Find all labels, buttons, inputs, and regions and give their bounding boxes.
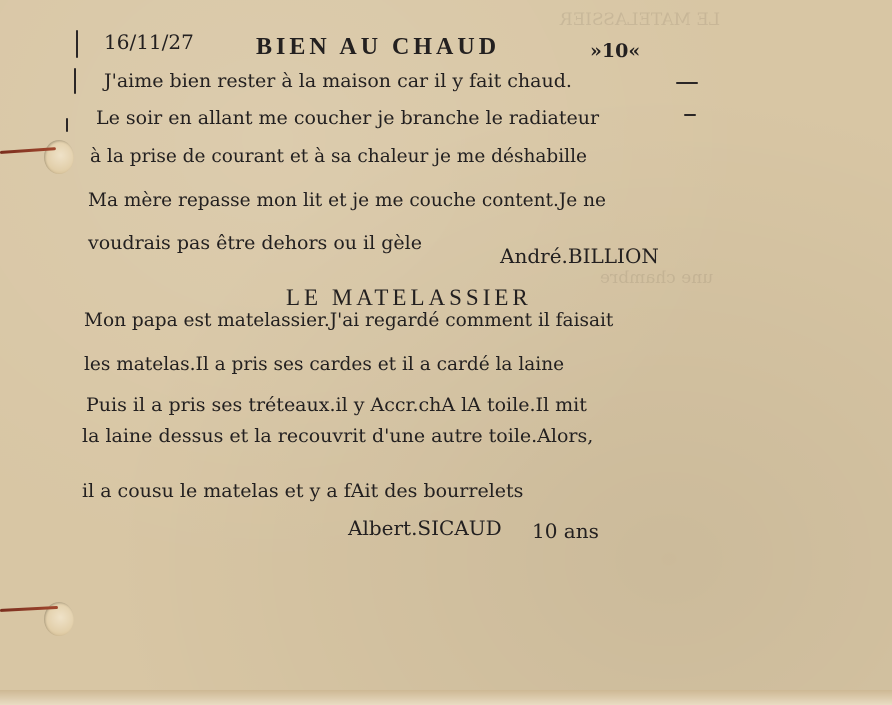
binding-hole-top <box>44 140 74 174</box>
show-through-text: LE MATELASSIER <box>560 10 721 30</box>
date-label: 16/11/27 <box>104 30 194 54</box>
story-title: LE MATELASSIER <box>286 285 532 310</box>
margin-mark <box>684 114 696 116</box>
margin-mark <box>76 30 78 58</box>
story-line: les matelas.Il a pris ses cardes et il a cardé la laine <box>84 354 565 375</box>
margin-mark <box>676 82 698 84</box>
page-number: »10« <box>590 40 641 62</box>
page-edge <box>0 690 892 705</box>
story-line: à la prise de courant et à sa chaleur je me déshabille <box>90 146 587 167</box>
story-line: voudrais pas être dehors ou il gèle <box>88 232 422 254</box>
story-line: J'aime bien rester à la maison car il y fait chaud. <box>104 70 572 92</box>
author-name: Albert.SICAUD <box>348 516 502 540</box>
story-line: la laine dessus et la recouvrit d'une autre toile.Alors, <box>82 425 594 447</box>
author-age: 10 ans <box>532 519 599 543</box>
story-title: BIEN AU CHAUD <box>256 34 501 60</box>
story-line: il a cousu le matelas et y a fAit des bourrelets <box>82 480 524 502</box>
story-line: Ma mère repasse mon lit et je me couche content.Je ne <box>88 190 606 211</box>
show-through-text: une chambre <box>600 268 714 288</box>
story-line: Puis il a pris ses tréteaux.il y Accr.chA lA toile.Il mit <box>86 394 587 416</box>
story-line: Le soir en allant me coucher je branche le radiateur <box>96 107 600 129</box>
author-name: André.BILLION <box>500 244 659 268</box>
story-line: Mon papa est matelassier.J'ai regardé comment il faisait <box>84 310 614 331</box>
margin-mark <box>66 118 68 132</box>
margin-mark <box>74 68 76 94</box>
